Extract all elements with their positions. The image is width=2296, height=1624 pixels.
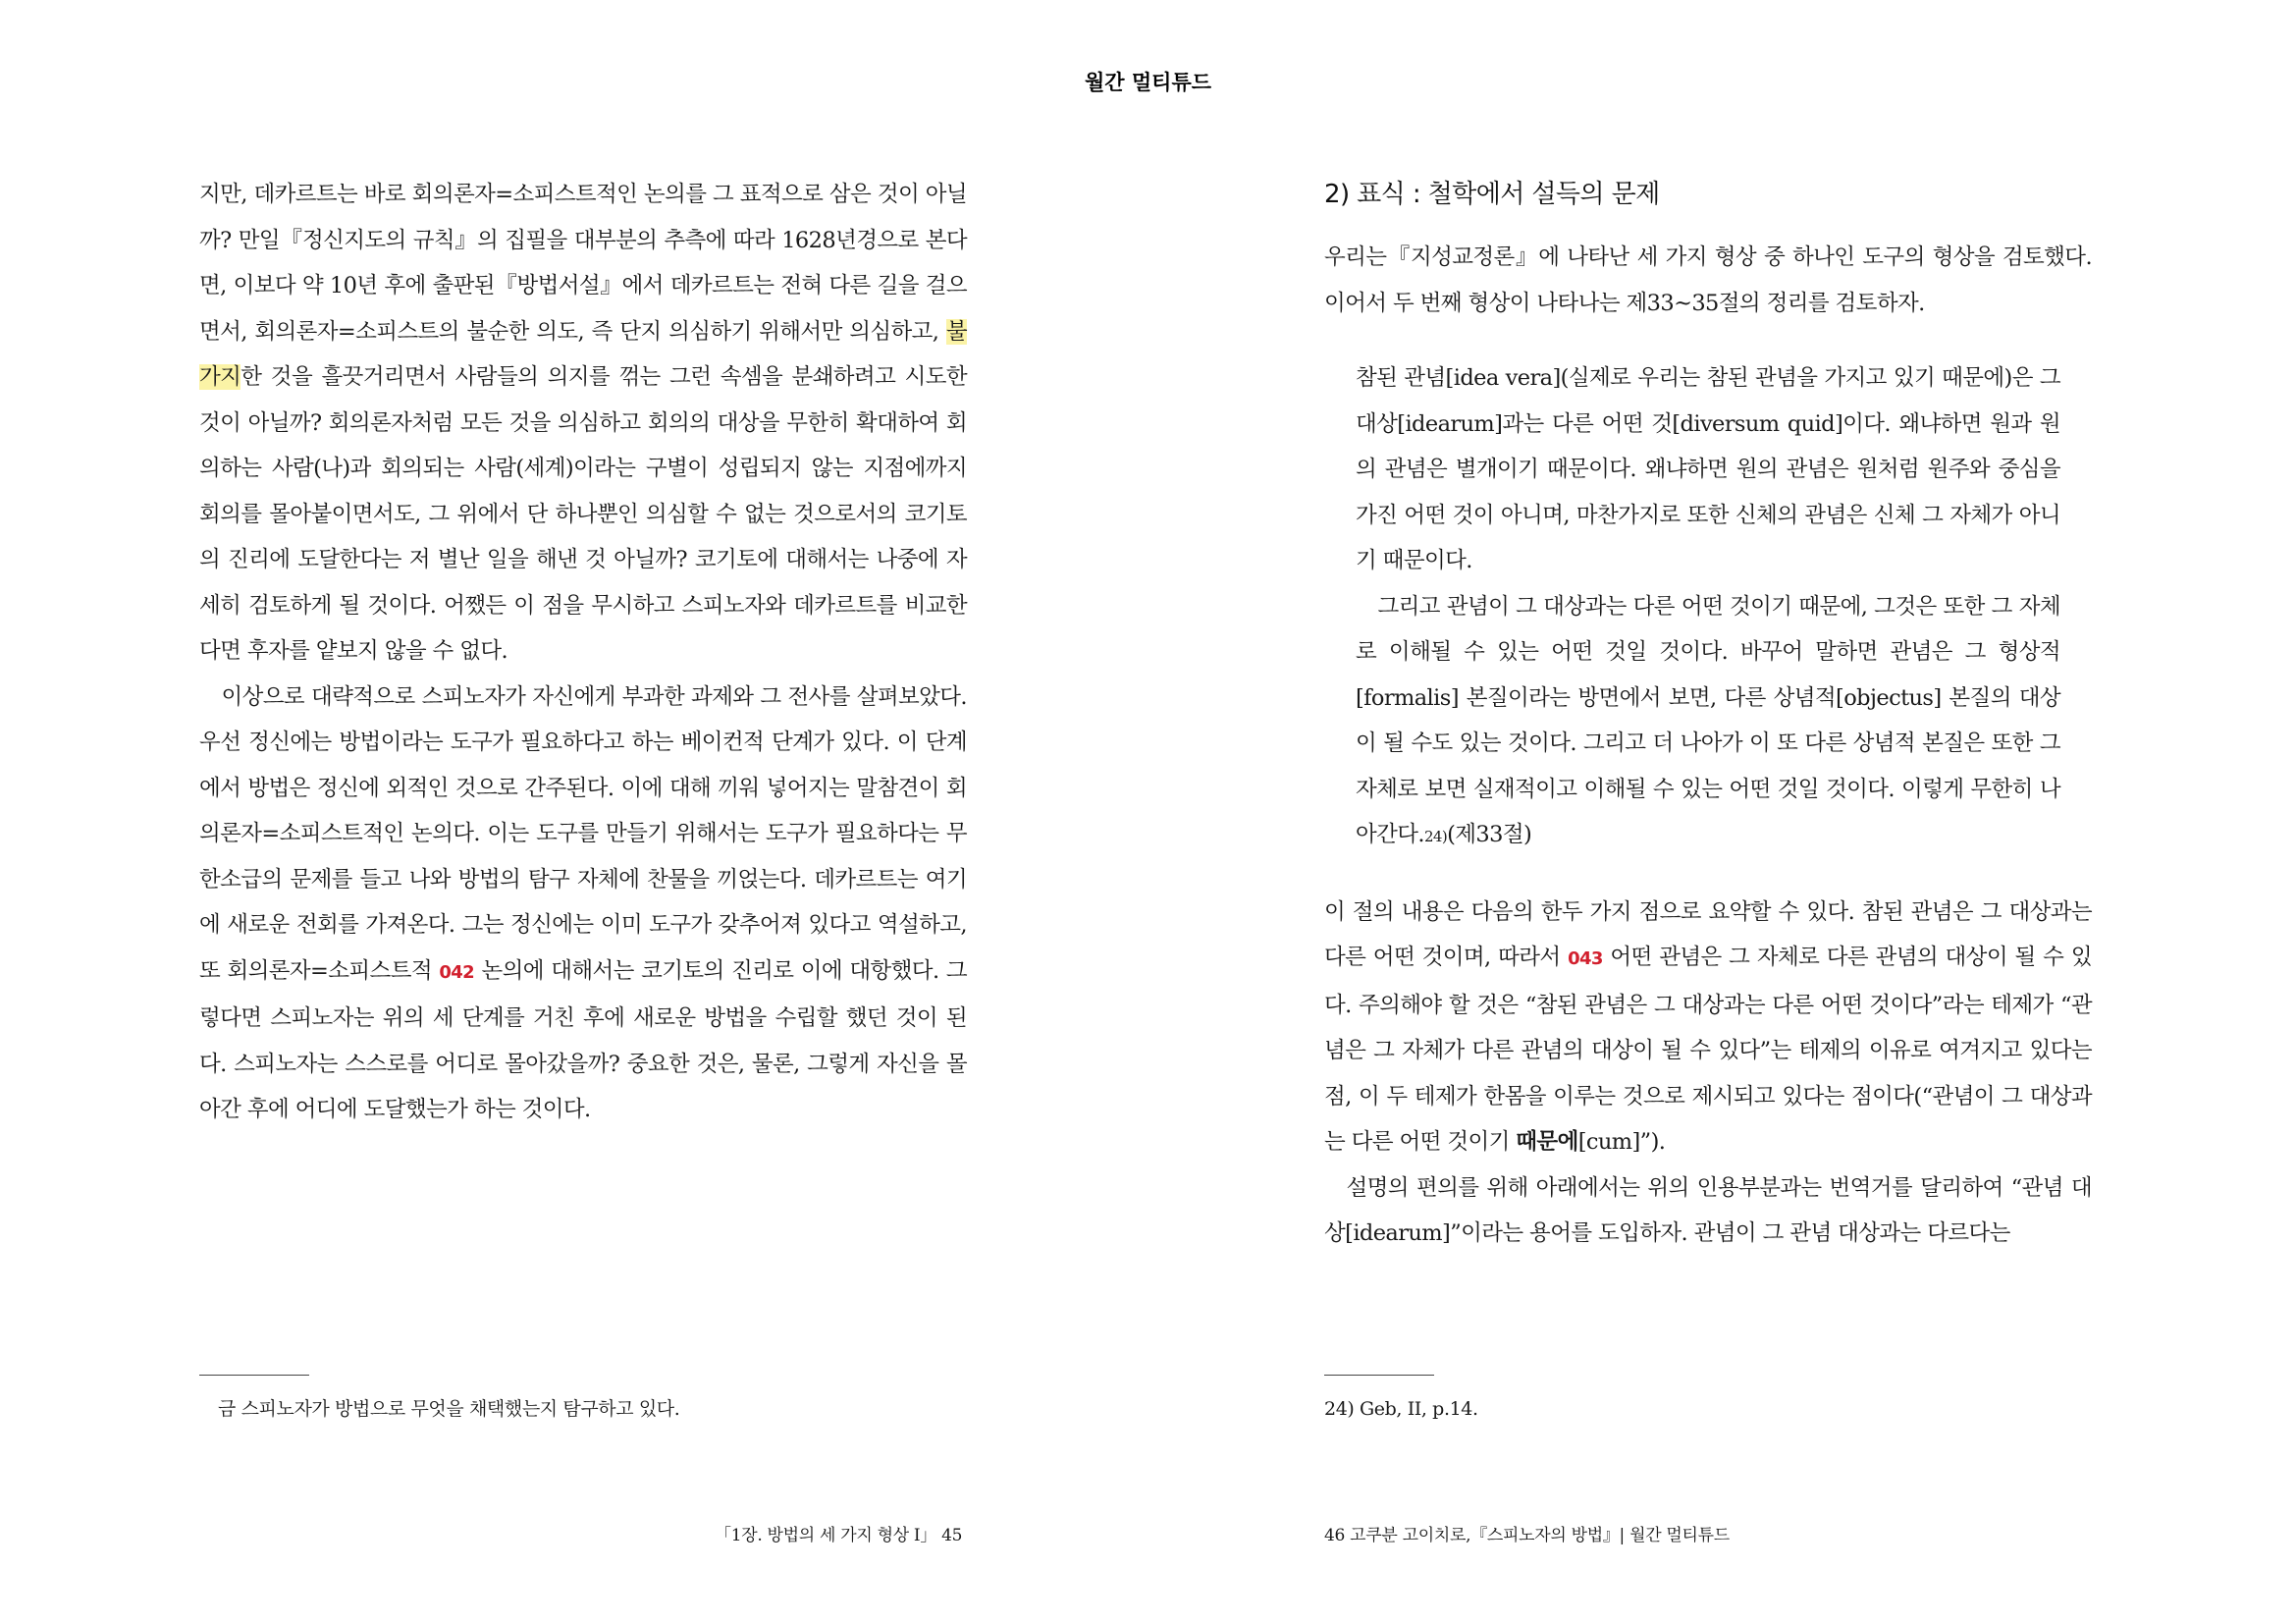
right-paragraph-1	[1324, 890, 2092, 1165]
left-footnote: 금 스피노자가 방법으로 무엇을 채택했는지 탐구하고 있다.	[218, 1398, 680, 1420]
section-heading: 2) 표식 : 철학에서 설득의 문제	[1324, 180, 1660, 209]
text-run: 지만, 데카르트는 바로 회의론자=소피스트적인 논의를 그 표적으로 삼은 것이 아닐까? 만일『정신지도의 규칙』의 집필을 대부분의 추측에 따라 1628년경으로 본다면, 이보다 약 10년 후에 출판된『방법서설』에서 데카르트는 전혀 다른 길을 걸으면서, 회의론자=소피스트의 불순한 의도, 즉 단지 의심하기 위해서만 의심하고,	[199, 182, 967, 345]
page-marker-042: 042	[439, 961, 475, 983]
right-footnote: 24) Geb, II, p.14.	[1324, 1398, 1478, 1420]
left-paragraph-2	[199, 675, 967, 1133]
left-footnote-rule	[199, 1375, 309, 1376]
page-header	[0, 67, 2296, 96]
right-paragraph-2: 설명의 편의를 위해 아래에서는 위의 인용부분과는 번역거를 달리하여 “관념 대상[idearum]”이라는 용어를 도입하자. 관념이 그 관념 대상과는 다르다는	[1324, 1174, 2092, 1246]
right-intro-paragraph: 우리는『지성교정론』에 나타난 세 가지 형상 중 하나인 도구의 형상을 검토했다. 이어서 두 번째 형상이 나타나는 제33~35절의 정리를 검토하자.	[1324, 244, 2092, 316]
left-running-footer: 「1장. 방법의 세 가지 형상 I」 45	[715, 1526, 963, 1545]
journal-title: 월간 멀티튜드	[1084, 71, 1212, 94]
text-run: 그리고 관념이 그 대상과는 다른 어떤 것이기 때문에, 그것은 또한 그 자체로 이해될 수 있는 어떤 것일 것이다. 바꾸어 말하면 관념은 그 형상적[formalis] 본질이라는 방면에서 보면, 다른 상념적[objectus] 본질의 대상이 될 수도 있는 것이다. 그리고 더 나아가 이 또 다른 상념적 본질은 또한 그 자체로 보면 실재적이고 이해될 수 있는 어떤 것일 것이다. 이렇게 무한히 나아간다.	[1356, 593, 2060, 847]
text-run: 논의에 대해서는 코기토의 진리로 이에 대항했다. 그렇다면 스피노자는 위의 세 단계를 거친 후에 새로운 방법을 수립할 했던 것이 된다. 스피노자는 스스로를 어디로 몰아갔을까? 중요한 것은, 물론, 그렇게 자신을 몰아간 후에 어디에 도달했는가 하는 것이다.	[199, 957, 967, 1122]
left-page-body	[199, 172, 967, 1133]
footnote-ref-24: 24)	[1423, 828, 1448, 845]
right-running-footer: 46 고쿠분 고이치로,『스피노자의 방법』| 월간 멀티튜드	[1324, 1526, 1730, 1545]
text-run: 이상으로 대략적으로 스피노자가 자신에게 부과한 과제와 그 전사를 살펴보았다. 우선 정신에는 방법이라는 도구가 필요하다고 하는 베이컨적 단계가 있다. 이 단계에서 방법은 정신에 외적인 것으로 간주된다. 이에 대해 끼워 넣어지는 말참견이 회의론자=소피스트적인 논의다. 이는 도구를 만들기 위해서는 도구가 필요하다는 무한소급의 문제를 들고 나와 방법의 탐구 자체에 찬물을 끼얹는다. 데카르트는 여기에 새로운 전회를 가져온다. 그는 정신에는 이미 도구가 갖추어져 있다고 역설하고, 또 회의론자=소피스트적	[199, 683, 967, 984]
text-run: 어떤 관념은 그 자체로 다른 관념의 대상이 될 수 있다. 주의해야 할 것은 “참된 관념은 그 대상과는 다른 어떤 것이다”라는 테제가 “관념은 그 자체가 다른 관념의 대상이 될 수 있다”는 테제의 이유로 여겨지고 있다는 점, 이 두 테제가 한몸을 이루는 것으로 제시되고 있다는 점이다(“관념이 그 대상과는 다른 어떤 것이기	[1324, 945, 2092, 1155]
highlighted-text: 불가지	[199, 318, 967, 390]
bold-term: 때문에	[1516, 1129, 1578, 1155]
quote-paragraph-1: 참된 관념[idea vera](실제로 우리는 참된 관념을 가지고 있기 때문에)은 그 대상[idearum]과는 다른 어떤 것[diversum quid]이다. 왜냐하면 원과 원의 관념은 별개이기 때문이다. 왜냐하면 원의 관념은 원처럼 원주와 중심을 가진 어떤 것이 아니며, 마찬가지로 또한 신체의 관념은 신체 그 자체가 아니기 때문이다.	[1356, 365, 2060, 573]
left-paragraph-1	[199, 172, 967, 675]
right-footnote-rule	[1324, 1375, 1434, 1376]
right-page-body	[1324, 172, 2092, 1257]
text-run: [cum]”).	[1577, 1129, 1666, 1155]
text-run: 한 것을 흘끗거리면서 사람들의 의지를 꺾는 그런 속셈을 분쇄하려고 시도한 것이 아닐까? 회의론자처럼 모든 것을 의심하고 회의의 대상을 무한히 확대하여 회의하는 사람(나)과 회의되는 사람(세계)이라는 구별이 성립되지 않는 지점에까지 회의를 몰아붙이면서도, 그 위에서 단 하나뿐인 의심할 수 없는 것으로서의 코기토의 진리에 도달한다는 저 별난 일을 해낸 것 아닐까? 코기토에 대해서는 나중에 자세히 검토하게 될 것이다. 어쨌든 이 점을 무시하고 스피노자와 데카르트를 비교한다면 후자를 얕보지 않을 수 없다.	[199, 364, 967, 664]
text-run: (제33절)	[1447, 822, 1532, 847]
quote-paragraph-2	[1356, 584, 2060, 860]
page-marker-043: 043	[1568, 948, 1603, 969]
text-run: 이 절의 내용은 다음의 한두 가지 점으로 요약할 수 있다. 참된 관념은 그 대상과는 다른 어떤 것이며, 따라서	[1324, 898, 2092, 970]
block-quote	[1356, 355, 2060, 860]
